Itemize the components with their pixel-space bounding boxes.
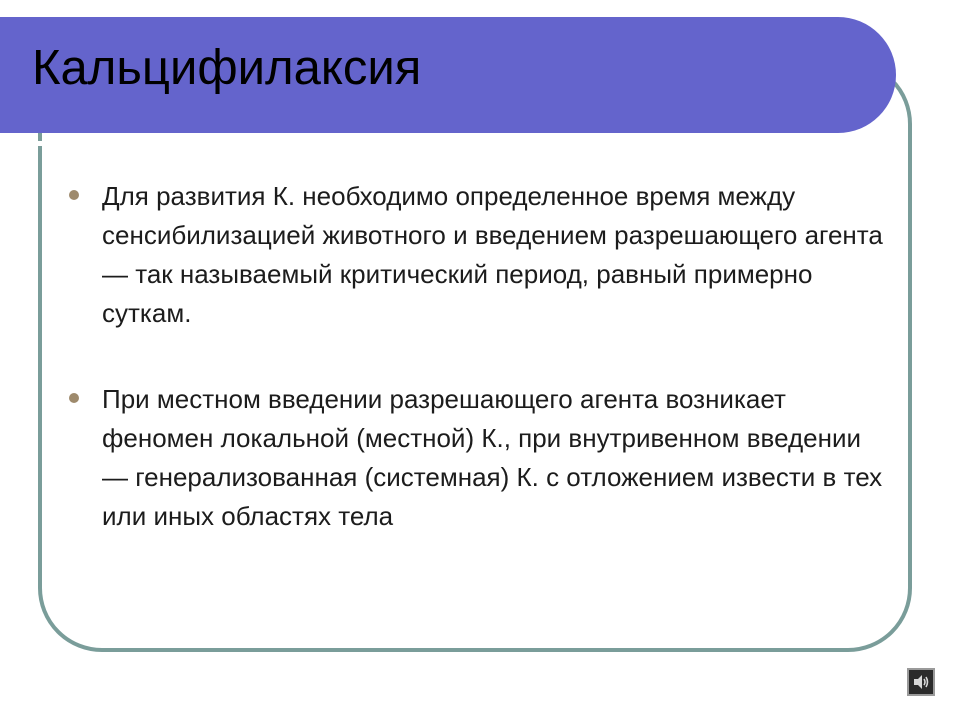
bullet-dot-icon (69, 393, 79, 403)
slide-title: Кальцифилаксия (32, 41, 422, 95)
bullet-item (62, 177, 892, 333)
bullet-list (62, 177, 892, 583)
title-underline (0, 141, 848, 146)
bullet-item (62, 380, 892, 536)
speaker-icon[interactable] (907, 668, 935, 696)
bullet-text: Для развития К. необходимо определенное время между сенсибилизацией животного и введением разрешающего агента — так называемый критический период, равный примерно суткам. (102, 181, 883, 328)
speaker-icon-glyph (911, 672, 931, 692)
bullet-text: При местном введении разрешающего агента возникает феномен локальной (местной) К., при внутривенном введении — генерализованная (системная) К. с отложением извести в тех или иных областях тела (102, 384, 883, 531)
bullet-dot-icon (69, 190, 79, 200)
